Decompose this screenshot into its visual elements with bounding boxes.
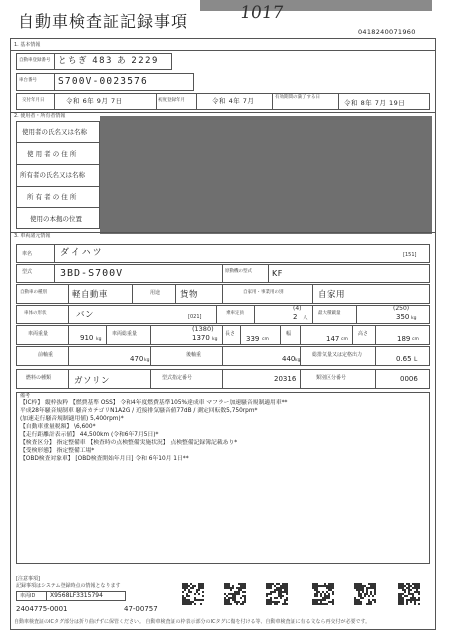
section1-rule	[10, 50, 436, 51]
private-label: 自家用・事業用の別	[243, 290, 284, 295]
height-value: 189	[397, 335, 411, 343]
fuel-label: 燃料の種類	[26, 375, 52, 381]
body-value: バン	[76, 310, 95, 320]
expiry-label: 有効期間の満了する日	[275, 95, 320, 100]
height-unit: cm	[412, 337, 419, 342]
type-designation-value: 20316	[274, 375, 297, 383]
gross-value-top: (1380)	[192, 325, 214, 333]
section1-heading: 1. 基本情報	[14, 42, 41, 48]
reg-value: とちぎ 483 あ 2229	[58, 56, 159, 66]
handwritten-mark: 1017	[238, 3, 285, 23]
use-label: 用途	[150, 290, 161, 296]
rear-axle-label: 後軸重	[186, 352, 202, 358]
notes-line-7: 【受検形態】 指定整備工場*	[20, 448, 95, 454]
category-label: 類別区分番号	[316, 375, 347, 381]
length-unit: cm	[262, 337, 269, 342]
chassis-label: 車台番号	[19, 78, 37, 83]
expiry-value: 令和 8年 7月 19日	[344, 99, 406, 107]
weight-unit: kg	[96, 337, 102, 342]
qr-code-icon	[398, 583, 420, 605]
notes-line-1: 【IC枠】 縦枠抜粋 【燃費基準 OSS】 令和4年度燃費基準105%達成車 マフラー加速騒音規制適用車**	[20, 400, 288, 406]
vehicle-id-value: X9568LF3315794	[50, 592, 103, 599]
axle-row-frame	[16, 346, 430, 366]
type-label: 型式	[22, 269, 33, 275]
redacted-owner-info	[100, 116, 432, 234]
notes-line-8: 【OBD検査対象車】 [OBD検査開始年月日] 令和 6年10月 1日**	[20, 456, 189, 462]
document-title: 自動車検査証記録事項	[18, 12, 189, 31]
notes-label: 備考	[20, 393, 31, 399]
owner-row-owner-address: 所 有 者 の 住 所	[27, 193, 77, 201]
doc-number: 0418240071960	[358, 28, 416, 36]
notes-line-4: 【自動車重量税額】 \6,600*	[20, 424, 96, 430]
kind-value: 軽自動車	[72, 290, 109, 300]
engine-label: 原動機の型式	[225, 269, 252, 274]
qr-code-icon	[224, 583, 246, 605]
owner-row-owner-name: 所有者の氏名又は名称	[20, 171, 85, 179]
maker-code: [151]	[403, 252, 417, 258]
vehicle-id-label: 車両ID	[20, 593, 36, 599]
front-axle-value: 470	[130, 355, 144, 363]
gross-label: 車両総重量	[112, 331, 138, 337]
body-label: 車体の形状	[24, 311, 47, 316]
height-label: 高さ	[358, 331, 369, 337]
rear-axle-value: 440	[282, 355, 296, 363]
notice-text: 記録事項はシステム登録時点の情報となります	[16, 583, 121, 589]
code-right: 47-00757	[124, 605, 158, 613]
load-value-top: (250)	[393, 305, 410, 312]
maker-value: ダイハツ	[60, 248, 104, 258]
qr-code-icon	[312, 583, 334, 605]
weight-label: 車両重量	[28, 331, 49, 337]
width-label: 幅	[286, 331, 292, 337]
front-axle-label: 前軸重	[38, 352, 54, 358]
section2-heading: 2. 使用者・所有者情報	[14, 113, 66, 119]
displacement-label: 総排気量又は定格出力	[312, 352, 363, 358]
capacity-label: 乗車定員	[226, 311, 244, 316]
notice-heading: [注意事項]	[16, 576, 40, 582]
load-label: 最大積載量	[318, 311, 341, 316]
chassis-value: S700V-0023576	[58, 76, 148, 87]
body-code: [021]	[188, 314, 202, 320]
kind-label: 自動車の種別	[20, 290, 47, 295]
load-unit: kg	[411, 316, 417, 321]
first-reg-value: 令和 4年 7月	[212, 97, 255, 105]
engine-value: KF	[272, 269, 283, 278]
notes-line-6: 【検査区分】 指定整備車 【検査時の点検整備実施状況】 点検整備記録簿記載あり*	[20, 440, 238, 446]
displacement-unit: L	[414, 356, 418, 363]
gross-unit: kg	[212, 337, 218, 342]
type-designation-label: 型式指定番号	[162, 375, 193, 381]
weight-value: 910	[80, 334, 94, 342]
gross-value: 1370	[192, 334, 210, 342]
front-axle-unit: kg	[144, 358, 150, 363]
length-value: 339	[246, 335, 260, 343]
capacity-value-top: (4)	[293, 305, 302, 312]
category-value: 0006	[400, 375, 418, 383]
rear-axle-unit: kg	[295, 358, 301, 363]
owner-row-base-location: 使用の本拠の位置	[30, 215, 82, 223]
qr-code-icon	[182, 583, 204, 605]
type-value: 3BD-S700V	[60, 268, 124, 279]
width-unit: cm	[341, 337, 348, 342]
notes-line-3: (加速走行騒音規制適用値) 5,400rpm)*	[20, 416, 124, 422]
reg-label: 自動車登録番号	[19, 58, 51, 63]
maker-label: 車名	[22, 251, 33, 257]
owner-row-user-address: 使 用 者 の 住 所	[27, 150, 77, 158]
bottom-notice: 自動車検査証のICタグ部分は折り曲げずに保管ください。 自動車検査証の枠表示部分のICタグに傷を付ける等、自動車検査証に有る文なら再交付が必要です。	[14, 619, 371, 625]
code-left: 2404775-0001	[16, 605, 68, 613]
qr-code-icon	[354, 583, 376, 605]
width-value: 147	[326, 335, 340, 343]
use-value: 貨物	[180, 290, 199, 300]
load-value: 350	[396, 313, 410, 321]
capacity-value: 2	[293, 313, 298, 321]
issue-value: 令和 6年 9月 7日	[66, 97, 123, 105]
displacement-value: 0.65	[396, 355, 412, 363]
notes-line-2: 平成28年騒音規制車 騒音カテゴリN1A2G / 近接排気騒音値77dB / 測定回転数5,750rpm*	[20, 408, 258, 414]
notes-line-5: 【走行距離計表示値】 44,500km (令和6年7月5日)*	[20, 432, 159, 438]
top-cropped-strip	[200, 0, 432, 11]
first-reg-label: 初度登録年月	[158, 98, 185, 103]
capacity-unit: 人	[303, 316, 308, 321]
length-label: 長さ	[225, 331, 236, 337]
fuel-value: ガソリン	[74, 376, 111, 386]
issue-label: 交付年月日	[22, 98, 45, 103]
section3-heading: 3. 車両諸元情報	[14, 233, 51, 239]
owner-row-user-name: 使用者の氏名又は名称	[22, 128, 87, 136]
private-value: 自家用	[318, 290, 346, 300]
qr-code-icon	[266, 583, 288, 605]
